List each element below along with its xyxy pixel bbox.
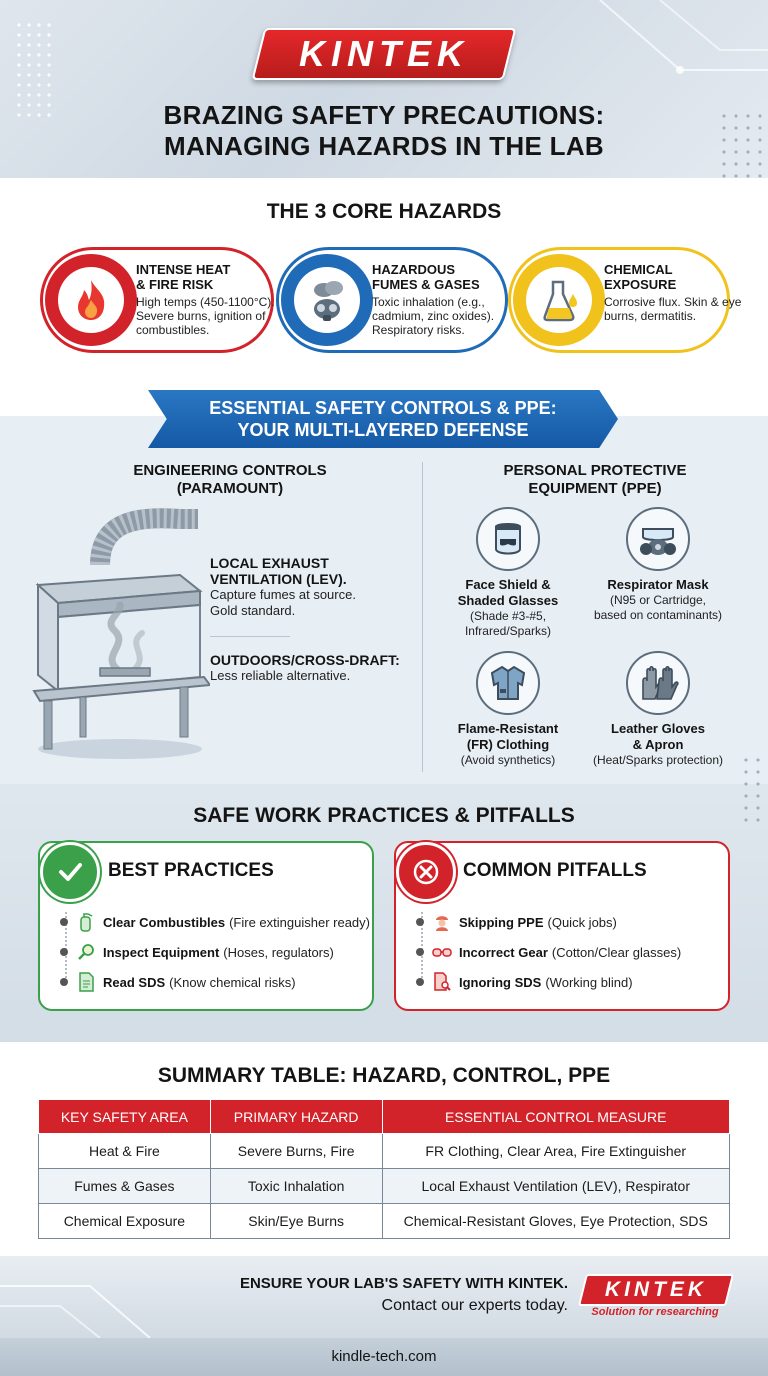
best-practices-title: BEST PRACTICES (108, 860, 274, 881)
decorative-dots (14, 20, 54, 120)
hazard-title-chemical: CHEMICAL EXPOSURE (604, 262, 677, 292)
best-practice-item: Inspect Equipment (Hoses, regulators) (60, 942, 334, 962)
table-cell: Toxic Inhalation (210, 1169, 382, 1204)
core-hazards-section (0, 178, 768, 416)
ppe-label-respirator: Respirator Mask (N95 or Cartridge, based on contaminants) (593, 577, 723, 622)
document-search-icon (432, 972, 452, 992)
hazard-title-fumes: HAZARDOUS FUMES & GASES (372, 262, 480, 292)
banner-line2: YOUR MULTI-LAYERED DEFENSE (237, 420, 529, 440)
engineering-controls-title: ENGINEERING CONTROLS (PARAMOUNT) (133, 462, 327, 497)
column-divider (422, 462, 423, 772)
table-cell: Local Exhaust Ventilation (LEV), Respirator (382, 1169, 729, 1204)
hazard-card-heat (40, 247, 274, 353)
worker-icon (432, 912, 452, 932)
page-title (60, 100, 708, 162)
respirator-icon (626, 507, 690, 571)
outdoor-desc: Less reliable alternative. (210, 668, 351, 683)
table-row (39, 1169, 730, 1204)
practices-title: SAFE WORK PRACTICES & PITFALLS (193, 804, 575, 827)
table-cell: Severe Burns, Fire (210, 1134, 382, 1169)
table-header-cell: PRIMARY HAZARD (210, 1100, 382, 1134)
table-header-cell: KEY SAFETY AREA (39, 1100, 211, 1134)
gloves-icon (626, 651, 690, 715)
lev-divider (210, 636, 290, 637)
ppe-label-face-shield: Face Shield & Shaded Glasses (Shade #3-#5, Infrared/Sparks) (457, 577, 559, 638)
pitfall-item: Incorrect Gear (Cotton/Clear glasses) (416, 942, 681, 962)
outdoor-title: OUTDOORS/CROSS-DRAFT: (210, 652, 400, 668)
table-cell: Chemical Exposure (39, 1204, 211, 1239)
best-practice-item: Clear Combustibles (Fire extinguisher ready) (60, 912, 370, 932)
face-shield-icon (476, 507, 540, 571)
table-cell: Skin/Eye Burns (210, 1204, 382, 1239)
page-title-line2: MANAGING HAZARDS IN THE LAB (164, 131, 604, 161)
table-cell: Fumes & Gases (39, 1169, 211, 1204)
logo-tagline: Solution for researching (591, 1306, 719, 1318)
pitfall-item: Ignoring SDS (Working blind) (416, 972, 633, 992)
ppe-label-fr-clothing: Flame-Resistant (FR) Clothing (Avoid synthetics) (457, 721, 559, 767)
page-title-line1: BRAZING SAFETY PRECAUTIONS: (163, 100, 605, 130)
lev-desc-line1: Capture fumes at source. (210, 587, 356, 602)
cta-line1: ENSURE YOUR LAB'S SAFETY WITH KINTEK. (239, 1275, 568, 1292)
table-header-row (39, 1100, 730, 1134)
hazard-card-chemical (508, 247, 742, 353)
magnifier-icon (76, 942, 96, 962)
ppe-label-gloves: Leather Gloves & Apron (Heat/Sparks protection) (592, 721, 724, 767)
controls-banner (148, 390, 618, 448)
table-cell: Chemical-Resistant Gloves, Eye Protection, SDS (382, 1204, 729, 1239)
flame-icon (45, 254, 137, 346)
lev-block (210, 555, 410, 619)
fr-jacket-icon (476, 651, 540, 715)
glasses-icon (432, 942, 452, 962)
document-icon (76, 972, 96, 992)
outdoor-block (210, 652, 410, 684)
lev-desc-line2: Gold standard. (210, 603, 296, 618)
table-row (39, 1134, 730, 1169)
table-header-cell: ESSENTIAL CONTROL MEASURE (382, 1100, 729, 1134)
kintek-logo-small: KINTEK (582, 1274, 730, 1306)
cta-line2: Contact our experts today. (381, 1297, 568, 1314)
hazard-desc-fumes: Toxic inhalation (e.g., cadmium, zinc oxides). Respiratory risks. (372, 295, 495, 337)
gas-mask-icon (281, 254, 373, 346)
hazard-desc-chemical: Corrosive flux. Skin & eye burns, dermatitis. (604, 295, 742, 323)
table-row (39, 1204, 730, 1239)
website-bar (0, 1338, 768, 1376)
table-cell: Heat & Fire (39, 1134, 211, 1169)
x-icon (396, 842, 456, 902)
banner-line1: ESSENTIAL SAFETY CONTROLS & PPE: (209, 398, 557, 418)
ppe-title: PERSONAL PROTECTIVE EQUIPMENT (PPE) (503, 462, 687, 497)
core-hazards-title: THE 3 CORE HAZARDS (266, 200, 502, 223)
fume-hood-illustration (30, 505, 210, 765)
pitfall-item: Skipping PPE (Quick jobs) (416, 912, 617, 932)
website-link[interactable]: kindle-tech.com (331, 1348, 437, 1365)
decorative-dots-mid (740, 754, 768, 824)
check-icon (40, 842, 100, 902)
hazard-title-heat: INTENSE HEAT & FIRE RISK (136, 262, 231, 292)
summary-table (38, 1099, 730, 1239)
flask-icon (513, 254, 605, 346)
hazard-desc-heat: High temps (450-1100°C). Severe burns, ignition of combustibles. (136, 295, 275, 337)
kintek-logo: KINTEK (258, 28, 510, 80)
fire-extinguisher-icon (76, 912, 96, 932)
table-cell: FR Clothing, Clear Area, Fire Extinguisher (382, 1134, 729, 1169)
common-pitfalls-title: COMMON PITFALLS (463, 860, 647, 881)
hazard-card-fumes (276, 247, 508, 353)
summary-title: SUMMARY TABLE: HAZARD, CONTROL, PPE (157, 1064, 611, 1087)
lev-title: LOCAL EXHAUST VENTILATION (LEV). (210, 555, 347, 587)
best-practice-item: Read SDS (Know chemical risks) (60, 972, 296, 992)
